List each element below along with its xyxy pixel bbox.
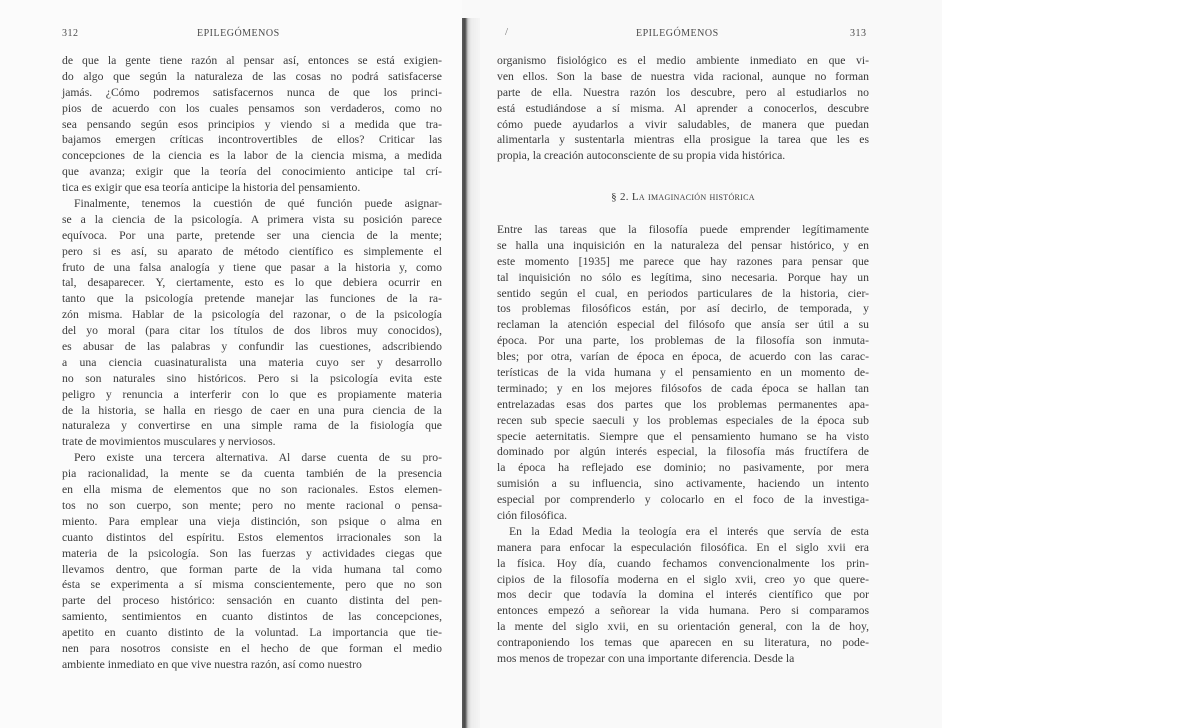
text-line: sumisión a su influencia, sino activamente, haciendo un intento [497, 477, 869, 491]
text-line: dominado por algún interés especial, la filosofía más fructífera de [497, 445, 869, 459]
text-line: llevamos dentro, que forman parte de la vida humana tal como [62, 562, 442, 576]
text-line: tos no son cuerpo, son mente; pero no mente racional o pensa- [62, 498, 442, 512]
text-line: do algo que según la naturaleza de las cosas no podrá satisfacerse [62, 69, 442, 83]
text-line: alimentarla y sustentarla mientras ella prosigue la tarea que les es [497, 133, 869, 147]
text-line: parte del proceso histórico: sensación en cuanto distinta del pen- [62, 594, 442, 608]
left-running-head: EPILEGÓMENOS [197, 28, 280, 39]
text-line: la física. Hoy día, cuando fechamos convencionalmente los prin- [497, 556, 869, 570]
text-line: pia racionalidad, la mente se da cuenta también de la presencia [62, 467, 442, 481]
text-line: que avanza; exigir que la teoría del conocimiento anticipe tal crí- [62, 165, 442, 179]
right-page-body-text [497, 222, 869, 667]
margin-mark: / [505, 26, 509, 38]
text-line: se a la ciencia de la psicología. A primera vista su posición parece [62, 212, 442, 226]
text-line: ven ellos. Son la base de nuestra vida racional, aunque no forman [497, 69, 869, 83]
text-line: pios de acuerdo con los cuales pensamos son verdaderos, como no [62, 101, 442, 115]
text-line: es abusar de las palabras y confundir las cuestiones, adscribiendo [62, 340, 442, 354]
text-line: trate de movimientos musculares y nerviosos. [62, 435, 276, 449]
text-line: a una ciencia cuasinaturalista una materia cuyo ser y desarrollo [62, 355, 442, 369]
text-line: terísticas de la vida humana y el pensamiento en un momento de- [497, 366, 869, 380]
text-line: concepciones de la ciencia es la labor de la ciencia misma, a medida [62, 149, 442, 163]
text-line: mos decir que todavía la domina el interés científico que por [497, 588, 869, 602]
text-line: miento. Para emplear una vieja distinción, son psique o alma en [62, 514, 442, 528]
text-line: mos menos de tropezar con una importante diferencia. Desde la [497, 652, 795, 666]
section-heading [497, 191, 869, 203]
text-line: tica es exigir que esa teoría anticipe la historia del pensamiento. [62, 181, 361, 195]
text-line: tos problemas filosóficos están, por así decirlo, de temporada, y [497, 302, 869, 316]
section-number: § 2. [611, 191, 629, 203]
text-line: época. Por una parte, los problemas de la filosofía son inmuta- [497, 334, 869, 348]
text-line: manera para enfocar la especulación filosófica. En el siglo xvii era [497, 540, 869, 554]
blank-margin [942, 0, 1199, 728]
text-line: peligro y renuncia a interferir con lo que es propiamente materia [62, 387, 442, 401]
text-line: materia de la psicología. Son las fuerzas y actividades ciegas que [62, 546, 442, 560]
text-line: sea pensando según esos principios y viendo si a medida que tra- [62, 117, 442, 131]
text-line: naturaleza y convertirse en una simple rama de la fisiología que [62, 419, 442, 433]
text-line: del yo moral (para citar los títulos de dos libros muy conocidos), [62, 324, 442, 338]
section-title: La imaginación histórica [631, 191, 755, 203]
left-page-text [62, 53, 442, 673]
text-line: entonces empezó a señorear la vida humana. Pero si comparamos [497, 604, 869, 618]
text-line: este momento [1935] me parece que hay razones para pensar que [497, 254, 869, 268]
text-line: apetito en cuanto distinto de la voluntad. La importancia que tie- [62, 626, 442, 640]
text-line: Entre las tareas que la filosofía puede emprender legítimamente [497, 223, 869, 236]
text-line: está estudiándose a sí misma. Al aprender a conocerlos, descubre [497, 101, 869, 115]
text-line: cómo puede ayudarlos a vivir saludables, de manera que puedan [497, 117, 869, 131]
text-line: de que la gente tiene razón al pensar así, entonces se está exigien- [62, 54, 442, 67]
text-line: reclaman la atención especial del filósofo que ansía ser útil a su [497, 318, 869, 332]
text-line: pero si es así, su aparato de método científico es simplemente el [62, 244, 442, 258]
text-line: recen sub specie saeculi y los problemas especiales de la época sub [497, 413, 869, 427]
text-line: propia, la creación autoconsciente de su propia vida histórica. [497, 149, 786, 163]
text-line: no son naturales sino históricos. Pero si la psicología evita este [62, 371, 442, 385]
right-page-top-text [497, 53, 869, 164]
text-line: parte de ella. Nuestra razón los descubre, pero al estudiarlos no [497, 85, 869, 99]
text-line: tanto que la psicología pretende manejar las funciones de la ra- [62, 292, 442, 306]
text-line: specie aeternitatis. Siempre que el pensamiento humano se ha visto [497, 429, 869, 443]
text-line: ésta se experimenta a sí misma conscientemente, pero que no son [62, 578, 442, 592]
text-line: equívoca. Por una parte, pretende ser una ciencia de la mente; [62, 228, 442, 242]
right-page-number: 313 [850, 28, 867, 39]
text-line: fruto de una falsa analogía y tiene que pasar a la historia y, como [62, 260, 442, 274]
text-line: En la Edad Media la teología era el interés que servía de esta [509, 524, 869, 538]
text-line: se halla una inquisición en la naturaleza del pensar histórico, y en [497, 238, 869, 252]
text-line: ambiente inmediato en que vive nuestra razón, así como nuestro [62, 657, 362, 671]
text-line: bajamos emergen críticas incontrovertibles de ellos? Criticar las [62, 133, 442, 147]
text-line: de la historia, se halla en riesgo de caer en una pura ciencia de la [62, 403, 442, 417]
text-line: contraponiendo los temas que aparecen en su literatura, no pode- [497, 636, 869, 650]
text-line: samiento, sentimientos en cuanto distintos de las concepciones, [62, 610, 442, 624]
text-line: jamás. ¿Cómo podremos satisfacernos nunca de que los princi- [62, 85, 442, 99]
text-line: en ella misma de elementos que no son racionales. Estos elemen- [62, 483, 442, 497]
text-line: tal, desaparecer. Y, ciertamente, esto es lo que debiera ocurrir en [62, 276, 442, 290]
book-spine-shadow [462, 18, 480, 728]
text-line: cuanto distintos del espíritu. Estos elementos irracionales son la [62, 530, 442, 544]
text-line: entrelazadas esas dos partes que los problemas permanentes apa- [497, 397, 869, 411]
text-line: zón misma. Hablar de la psicología del razonar, o de la psicología [62, 308, 442, 322]
text-line: la época ha reflejado ese dominio; no pasivamente, por mera [497, 461, 869, 475]
text-line: ción filosófica. [497, 509, 568, 523]
text-line: nen para nosotros consiste en el hecho de que forman el medio [62, 641, 442, 655]
text-line: cipios de la filosofía moderna en el siglo xvii, creo yo que quere- [497, 572, 869, 586]
left-page-number: 312 [62, 28, 79, 39]
right-running-head: EPILEGÓMENOS [636, 28, 719, 39]
text-line: especial por comprenderlo y colocarlo en el foco de la investiga- [497, 493, 869, 507]
text-line: bles; por otra, varían de época en época, de acuerdo con las carac- [497, 350, 869, 364]
text-line: sentido según el cual, en periodos particulares de la historia, cier- [497, 286, 869, 300]
text-line: Pero existe una tercera alternativa. Al darse cuenta de su pro- [74, 451, 442, 465]
text-line: organismo fisiológico es el medio ambiente inmediato en que vi- [497, 54, 869, 67]
text-line: Finalmente, tenemos la cuestión de qué función puede asignar- [74, 197, 442, 211]
text-line: terminado; y en los mejores filósofos de cada época se hallan tan [497, 381, 869, 395]
text-line: la mente del siglo xvii, en su orientación general, con la de hoy, [497, 620, 869, 634]
text-line: tal inquisición no sólo es legítima, sino necesaria. Porque hay un [497, 270, 869, 284]
